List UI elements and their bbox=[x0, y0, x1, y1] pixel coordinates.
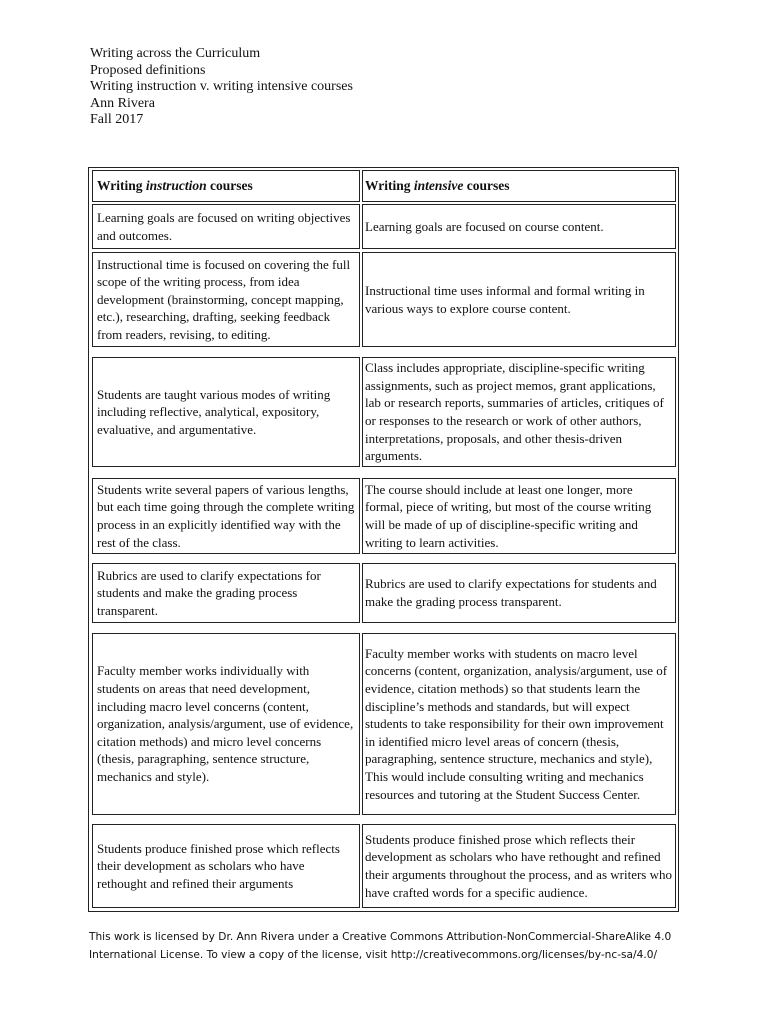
table-row bbox=[89, 824, 678, 908]
table-cell: Rubrics are used to clarify expectations for students and make the grading process transparent. bbox=[362, 563, 676, 623]
table-cell: Students produce finished prose which reflects their development as scholars who have rethought and refined their arguments bbox=[92, 824, 360, 908]
document-subtitle: Proposed definitions bbox=[90, 62, 206, 78]
course-program-title: Writing across the Curriculum bbox=[90, 46, 261, 61]
license-notice bbox=[89, 928, 689, 964]
table-row bbox=[89, 357, 678, 467]
table-cell: Students are taught various modes of writing including reflective, analytical, expository, evaluative, and argumentative. bbox=[92, 357, 360, 467]
table-cell: Class includes appropriate, discipline-specific writing assignments, such as project memos, grant applications, lab or research reports, summaries of articles, critiques of or responses to the research or work of other authors, interpretations, proposals, and other thesis-driven arguments. bbox=[362, 357, 676, 467]
table-cell: The course should include at least one longer, more formal, piece of writing, but most of the course writing will be made of up of discipline-specific writing and writing to learn activities. bbox=[362, 478, 676, 554]
table-cell: Learning goals are focused on writing objectives and outcomes. bbox=[92, 204, 360, 249]
author-name: Ann Rivera bbox=[90, 95, 155, 111]
table-row bbox=[89, 252, 678, 347]
column-header-writing-intensive: Writing intensive courses bbox=[362, 170, 676, 202]
table-row bbox=[89, 204, 678, 249]
table-row bbox=[89, 633, 678, 815]
table-cell: Learning goals are focused on course content. bbox=[362, 204, 676, 249]
table-row bbox=[89, 478, 678, 554]
license-line: This work is licensed by Dr. Ann Rivera under a Creative Commons Attribution-NonCommercial-ShareAlike 4.0 bbox=[89, 931, 672, 943]
column-header-writing-instruction: Writing instruction courses bbox=[92, 170, 360, 202]
table-cell: Faculty member works individually with students on areas that need development, including macro level concerns (content, organization, analysis/argument, use of evidence, citation methods) and micro level concerns (thesis, paragraphing, sentence structure, mechanics and style). bbox=[92, 633, 360, 815]
table-cell: Faculty member works with students on macro level concerns (content, organization, analysis/argument, use of evidence, citation methods) so that students learn the discipline’s methods and standards, but will expect students to take responsibility for their own improvement in identified micro level areas of concern (thesis, paragraphing, sentence structure, mechanics and style), This would include consulting writing and mechanics resources and tutoring at the Student Success Center. bbox=[362, 633, 676, 815]
table-header-row bbox=[89, 170, 678, 202]
table-cell: Instructional time is focused on covering the full scope of the writing process, from idea development (brainstorming, concept mapping, etc.), researching, drafting, seeking feedback from readers, revising, to editing. bbox=[92, 252, 360, 347]
definitions-table bbox=[88, 167, 679, 912]
license-line: International License. To view a copy of the license, visit http://creativecommons.org/licenses/by-nc-sa/4.0/ bbox=[89, 949, 658, 961]
document-topic: Writing instruction v. writing intensive courses bbox=[90, 79, 353, 95]
document-header bbox=[90, 46, 353, 129]
table-cell: Students write several papers of various lengths, but each time going through the complete writing process in an explicitly identified way with the rest of the class. bbox=[92, 478, 360, 554]
table-cell: Rubrics are used to clarify expectations for students and make the grading process transparent. bbox=[92, 563, 360, 623]
table-cell: Students produce finished prose which reflects their development as scholars who have rethought and refined their arguments throughout the process, and as writers who have crafted words for a specific audience. bbox=[362, 824, 676, 908]
table-cell: Instructional time uses informal and formal writing in various ways to explore course content. bbox=[362, 252, 676, 347]
table-row bbox=[89, 563, 678, 623]
term-date: Fall 2017 bbox=[90, 112, 144, 128]
